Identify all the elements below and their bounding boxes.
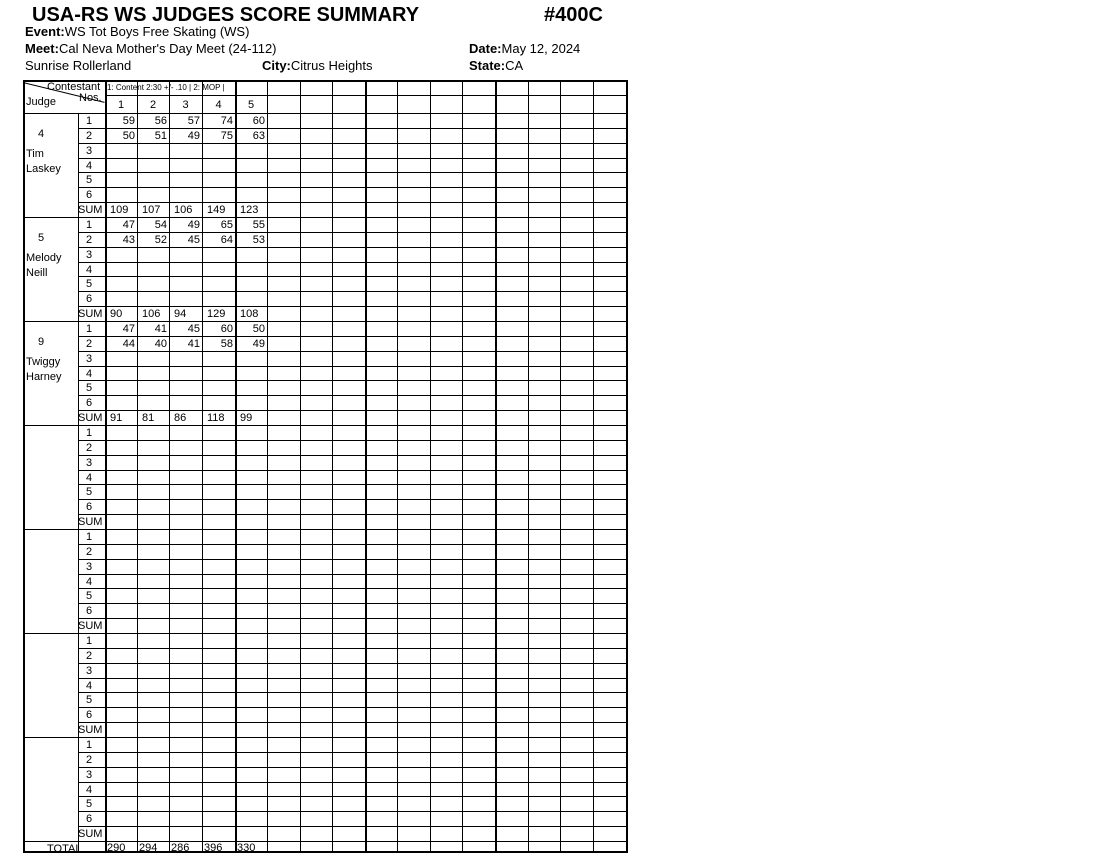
sum-cell: 118 <box>207 412 225 425</box>
row-line <box>78 395 628 396</box>
total-cell: 396 <box>204 842 223 854</box>
row-number: 4 <box>86 679 93 692</box>
score-cell: 49 <box>187 129 200 142</box>
contestant-number: 3 <box>182 99 189 111</box>
row-number: 6 <box>86 501 93 514</box>
sum-label: SUM <box>78 412 103 425</box>
row-number: 3 <box>86 144 93 157</box>
total-cell: 330 <box>237 842 256 854</box>
sum-label: SUM <box>78 204 103 217</box>
row-line <box>78 187 628 188</box>
score-cell: 47 <box>122 219 135 231</box>
total-label: TOTAL <box>47 843 82 855</box>
form-number: #400C <box>544 4 603 26</box>
row-number: 1 <box>86 635 93 647</box>
meet-label: Meet: <box>25 41 59 56</box>
score-cell: 40 <box>154 337 167 350</box>
meet-value: Cal Neva Mother's Day Meet (24-112) <box>58 41 277 56</box>
score-cell: 43 <box>122 233 135 246</box>
row-line <box>78 559 628 560</box>
event-label: Event: <box>25 24 65 39</box>
row-line <box>78 678 628 679</box>
score-cell: 41 <box>187 337 200 350</box>
sum-cell: 81 <box>142 412 155 425</box>
sum-cell: 123 <box>240 204 259 217</box>
judge-block-line <box>23 217 628 218</box>
scoring-note: 1: Content 2:30 +/- .10 | 2: MOP | <box>107 83 225 92</box>
row-number: 3 <box>86 456 93 469</box>
row-number: 2 <box>86 649 93 662</box>
row-line <box>78 544 628 545</box>
score-cell: 63 <box>252 129 265 142</box>
judge-number: 4 <box>38 128 45 140</box>
judge-first-name: Twiggy <box>26 356 61 368</box>
row-line <box>78 247 628 248</box>
sum-cell: 94 <box>174 308 187 321</box>
row-number: 3 <box>86 352 93 365</box>
judge-block-line <box>23 321 628 322</box>
score-cell: 56 <box>154 115 167 127</box>
sum-cell: 106 <box>142 308 161 321</box>
sum-cell: 108 <box>240 308 259 321</box>
row-number: 4 <box>86 575 93 588</box>
row-number: 6 <box>86 813 93 826</box>
meet-line <box>25 41 277 56</box>
sum-label: SUM <box>78 828 103 841</box>
row-line <box>78 276 628 277</box>
row-line <box>78 158 628 159</box>
row-line <box>78 796 628 797</box>
row-number: 2 <box>86 233 93 246</box>
row-line <box>78 484 628 485</box>
row-line <box>78 232 628 233</box>
score-cell: 57 <box>187 115 200 127</box>
contestant-number: 2 <box>150 99 157 111</box>
row-line <box>78 514 628 515</box>
judge-first-name: Melody <box>26 252 62 264</box>
judge-block-line <box>23 737 628 738</box>
row-line <box>78 499 628 500</box>
row-number: 6 <box>86 397 93 410</box>
row-line <box>78 767 628 768</box>
page-title: USA-RS WS JUDGES SCORE SUMMARY <box>32 4 420 26</box>
judge-number: 5 <box>38 232 45 244</box>
total-cell: 290 <box>107 842 126 854</box>
score-cell: 59 <box>122 115 135 127</box>
row-number: 5 <box>86 382 93 395</box>
row-line <box>78 262 628 263</box>
row-line <box>78 440 628 441</box>
score-cell: 44 <box>122 337 135 350</box>
judge-block-line <box>23 529 628 530</box>
row-number: 3 <box>86 768 93 781</box>
row-line <box>78 603 628 604</box>
score-cell: 50 <box>252 323 265 335</box>
row-line <box>78 172 628 173</box>
row-number: 2 <box>86 441 93 454</box>
city-line <box>262 58 373 73</box>
city-label: City: <box>262 58 291 73</box>
date-line <box>469 41 580 56</box>
score-cell: 51 <box>154 129 167 142</box>
row-number: 4 <box>86 159 93 172</box>
score-cell: 64 <box>220 233 233 246</box>
contestant-number: 5 <box>248 99 255 111</box>
row-number: 2 <box>86 753 93 766</box>
row-line <box>78 143 628 144</box>
header-note-line <box>105 95 628 96</box>
state-line <box>469 58 523 73</box>
row-line <box>78 470 628 471</box>
score-cell: 54 <box>154 219 167 231</box>
judge-first-name: Tim <box>26 148 44 160</box>
row-number: 4 <box>86 367 93 380</box>
score-cell: 60 <box>252 115 265 127</box>
row-number: 3 <box>86 664 93 677</box>
score-cell: 47 <box>122 323 135 335</box>
score-cell: 41 <box>154 323 167 335</box>
event-line <box>25 24 249 39</box>
sum-cell: 86 <box>174 412 187 425</box>
judge-block-line <box>23 425 628 426</box>
score-cell: 50 <box>122 129 135 142</box>
row-line <box>78 648 628 649</box>
score-cell: 74 <box>220 115 233 127</box>
row-number: 5 <box>86 278 93 291</box>
total-cell: 286 <box>171 842 190 854</box>
sum-cell: 109 <box>110 204 129 217</box>
row-line <box>78 574 628 575</box>
city-value: Citrus Heights <box>290 58 373 73</box>
row-line <box>78 663 628 664</box>
column-line <box>78 113 79 852</box>
date-label: Date: <box>469 41 502 56</box>
row-number: 1 <box>86 531 93 543</box>
judge-block-line <box>23 633 628 634</box>
score-cell: 55 <box>252 219 265 231</box>
score-cell: 53 <box>252 233 265 246</box>
row-number: 2 <box>86 337 93 350</box>
row-number: 4 <box>86 783 93 796</box>
row-number: 5 <box>86 694 93 707</box>
row-number: 1 <box>86 427 93 439</box>
row-line <box>78 410 628 411</box>
row-line <box>78 707 628 708</box>
judge-last-name: Laskey <box>26 163 61 175</box>
state-value: CA <box>505 58 524 73</box>
row-number: 4 <box>86 263 93 276</box>
score-cell: 65 <box>220 219 233 231</box>
row-line <box>78 128 628 129</box>
row-line <box>78 336 628 337</box>
row-line <box>78 380 628 381</box>
row-line <box>78 692 628 693</box>
row-number: 5 <box>86 798 93 811</box>
row-number: 4 <box>86 471 93 484</box>
row-number: 2 <box>86 129 93 142</box>
row-number: 6 <box>86 709 93 722</box>
sum-cell: 91 <box>110 412 123 425</box>
row-number: 3 <box>86 560 93 573</box>
row-line <box>78 588 628 589</box>
row-number: 1 <box>86 739 93 751</box>
score-cell: 75 <box>220 129 233 142</box>
row-line <box>78 811 628 812</box>
row-line <box>78 202 628 203</box>
score-cell: 49 <box>187 219 200 231</box>
event-value: WS Tot Boys Free Skating (WS) <box>64 24 250 39</box>
row-line <box>78 782 628 783</box>
judge-number: 9 <box>38 336 45 348</box>
row-number: 1 <box>86 219 93 231</box>
total-cell: 294 <box>139 842 158 854</box>
sum-cell: 107 <box>142 204 161 217</box>
nos-label: Nos. <box>79 92 102 104</box>
row-number: 5 <box>86 590 93 603</box>
score-cell: 52 <box>154 233 167 246</box>
row-line <box>78 351 628 352</box>
row-line <box>78 826 628 827</box>
sum-cell: 90 <box>110 308 123 321</box>
row-number: 2 <box>86 545 93 558</box>
judge-last-name: Harney <box>26 371 62 383</box>
date-value: May 12, 2024 <box>501 41 581 56</box>
header-bottom-line <box>23 113 628 114</box>
row-number: 3 <box>86 248 93 261</box>
row-number: 5 <box>86 174 93 187</box>
row-number: 6 <box>86 293 93 306</box>
sum-cell: 129 <box>207 308 226 321</box>
score-cell: 45 <box>187 233 200 246</box>
venue: Sunrise Rollerland <box>25 58 132 73</box>
score-cell: 49 <box>252 337 265 350</box>
sum-label: SUM <box>78 308 103 321</box>
judge-label: Judge <box>26 96 56 108</box>
score-cell: 58 <box>220 337 233 350</box>
judge-last-name: Neill <box>26 267 48 279</box>
row-number: 6 <box>86 605 93 618</box>
row-line <box>78 722 628 723</box>
sum-label: SUM <box>78 724 103 737</box>
row-line <box>78 366 628 367</box>
score-grid <box>23 80 628 855</box>
row-number: 6 <box>86 189 93 202</box>
score-cell: 45 <box>187 323 200 335</box>
sum-cell: 106 <box>174 204 193 217</box>
contestant-number: 1 <box>118 99 125 111</box>
row-number: 5 <box>86 486 93 499</box>
sum-cell: 99 <box>240 412 253 425</box>
sum-label: SUM <box>78 620 103 633</box>
row-line <box>78 455 628 456</box>
row-number: 1 <box>86 323 93 335</box>
row-line <box>78 752 628 753</box>
sum-cell: 149 <box>207 204 226 217</box>
contestant-label: Contestant <box>47 81 101 93</box>
row-number: 1 <box>86 115 93 127</box>
sum-label: SUM <box>78 516 103 529</box>
row-line <box>78 291 628 292</box>
score-cell: 60 <box>220 323 233 335</box>
grid-border-top <box>23 80 628 82</box>
state-label: State: <box>469 58 506 73</box>
row-line <box>78 618 628 619</box>
contestant-number: 4 <box>215 99 222 111</box>
row-line <box>78 306 628 307</box>
